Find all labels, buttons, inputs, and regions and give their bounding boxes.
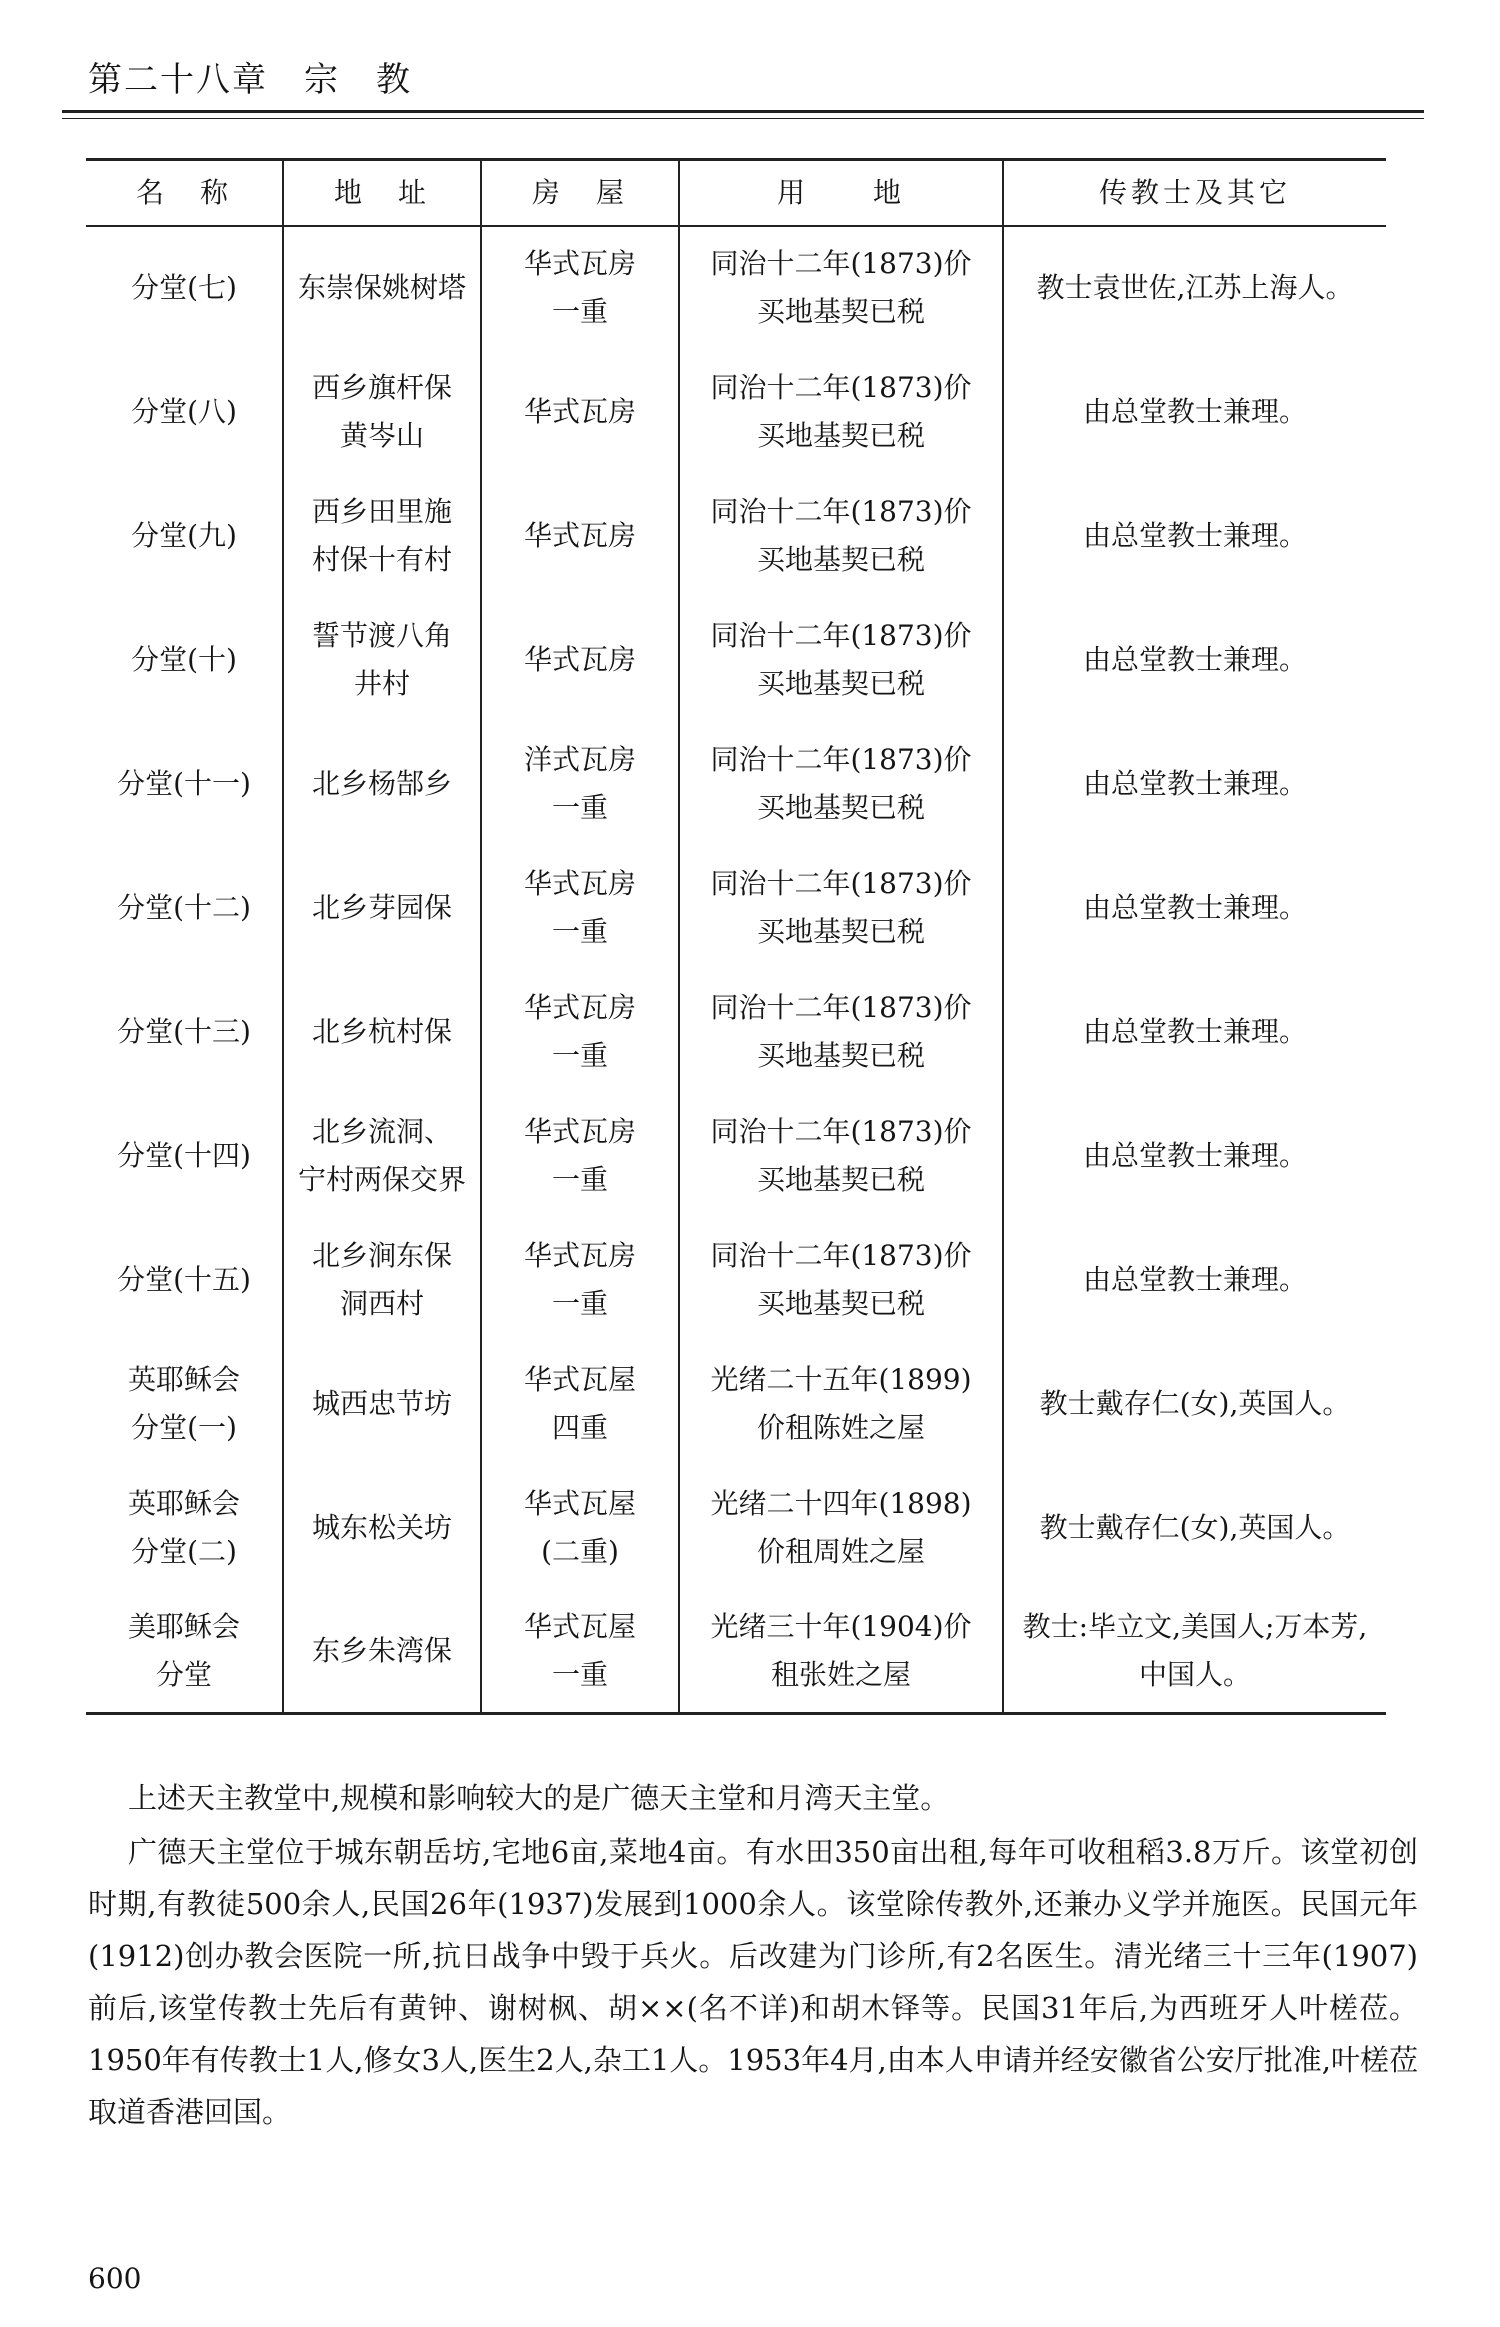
- cell-notes: 由总堂教士兼理。: [1003, 474, 1386, 598]
- cell-notes: 由总堂教士兼理。: [1003, 598, 1386, 722]
- cell-notes: 由总堂教士兼理。: [1003, 722, 1386, 846]
- cell-name: 英耶稣会 分堂(一): [127, 1362, 240, 1444]
- cell-notes: 教士袁世佐,江苏上海人。: [1003, 226, 1386, 350]
- cell-address: 誓节渡八角 井村: [283, 598, 481, 722]
- cell-address: 城东松关坊: [283, 1466, 481, 1590]
- table-row: [86, 722, 1386, 846]
- cell-land: 同治十二年(1873)价 买地基契已税: [679, 350, 1003, 474]
- cell-land: 同治十二年(1873)价 买地基契已税: [679, 970, 1003, 1094]
- cell-house: 华式瓦屋 四重: [481, 1342, 679, 1466]
- cell-name: 分堂(十二): [117, 890, 251, 924]
- cell-notes: 由总堂教士兼理。: [1003, 1094, 1386, 1218]
- cell-name: 美耶稣会 分堂: [86, 1590, 283, 1714]
- cell-land: 同治十二年(1873)价 买地基契已税: [679, 598, 1003, 722]
- cell-land: 同治十二年(1873)价 买地基契已税: [679, 1218, 1003, 1342]
- cell-notes: 由总堂教士兼理。: [1003, 970, 1386, 1094]
- cell-notes: 由总堂教士兼理。: [1003, 1218, 1386, 1342]
- page-number: 600: [88, 2262, 142, 2295]
- cell-notes: 教士戴存仁(女),英国人。: [1003, 1342, 1386, 1466]
- cell-name: 分堂(七): [131, 271, 237, 304]
- paragraph-summary: 上述天主教堂中,规模和影响较大的是广德天主堂和月湾天主堂。: [128, 1781, 950, 1815]
- cell-house: 华式瓦房: [481, 598, 679, 722]
- cell-land: 光绪三十年(1904)价 租张姓之屋: [679, 1590, 1003, 1714]
- cell-address: 北乡杨郜乡: [283, 722, 481, 846]
- header-land: 用 地: [679, 160, 1003, 226]
- table-row: [86, 226, 1386, 350]
- table-row: [86, 970, 1386, 1094]
- table-body: [86, 226, 1386, 1714]
- cell-address: 西乡旗杆保 黄岑山: [283, 350, 481, 474]
- cell-house: 华式瓦房 一重: [481, 846, 679, 970]
- cell-land: 同治十二年(1873)价 买地基契已税: [679, 226, 1003, 350]
- table-row: [86, 1218, 1386, 1342]
- header-name: 名 称: [86, 160, 283, 226]
- table-row: [86, 1094, 1386, 1218]
- cell-address: 北乡芽园保: [283, 846, 481, 970]
- cell-land: 同治十二年(1873)价 买地基契已税: [679, 846, 1003, 970]
- cell-land: 光绪二十五年(1899) 价租陈姓之屋: [679, 1342, 1003, 1466]
- table-row: [86, 1466, 1386, 1590]
- cell-name: 分堂(八): [131, 394, 237, 428]
- cell-house: 华式瓦房 一重: [481, 970, 679, 1094]
- cell-name: 分堂(九): [131, 518, 237, 552]
- cell-house: 华式瓦房: [481, 350, 679, 474]
- cell-address: 城西忠节坊: [283, 1342, 481, 1466]
- cell-address: 北乡杭村保: [283, 970, 481, 1094]
- header-house: 房 屋: [481, 160, 679, 226]
- cell-name: 英耶稣会 分堂(二): [127, 1486, 240, 1568]
- cell-name: 分堂(十四): [117, 1138, 251, 1172]
- cell-address: 北乡流洞、 宁村两保交界: [283, 1094, 481, 1218]
- cell-house: 华式瓦房 一重: [481, 1218, 679, 1342]
- cell-notes: 教士戴存仁(女),英国人。: [1003, 1466, 1386, 1590]
- cell-house: 华式瓦屋 (二重): [481, 1466, 679, 1590]
- cell-house: 华式瓦屋 一重: [481, 1590, 679, 1714]
- header-address: 地 址: [283, 160, 481, 226]
- cell-house: 华式瓦房 一重: [481, 1094, 679, 1218]
- cell-land: 同治十二年(1873)价 买地基契已税: [679, 722, 1003, 846]
- cell-address: 东崇保姚树塔: [283, 226, 481, 350]
- cell-address: 东乡朱湾保: [283, 1590, 481, 1714]
- cell-name: 分堂(十): [131, 642, 237, 676]
- cell-house: 洋式瓦房 一重: [481, 722, 679, 846]
- chapter-title: 第二十八章 宗 教: [88, 60, 412, 100]
- table-row: [86, 1342, 1386, 1466]
- header-rule-thin: [62, 118, 1424, 119]
- cell-land: 同治十二年(1873)价 买地基契已税: [679, 474, 1003, 598]
- table-row: [86, 846, 1386, 970]
- table-row: [86, 1590, 1386, 1714]
- cell-notes: 由总堂教士兼理。: [1003, 846, 1386, 970]
- cell-land: 光绪二十四年(1898) 价租周姓之屋: [679, 1466, 1003, 1590]
- cell-name: 分堂(十五): [117, 1262, 251, 1296]
- table-header-row: [86, 160, 1386, 226]
- cell-name: 分堂(十三): [117, 1014, 251, 1048]
- cell-land: 同治十二年(1873)价 买地基契已税: [679, 1094, 1003, 1218]
- cell-notes: 由总堂教士兼理。: [1003, 350, 1386, 474]
- cell-notes: 教士:毕立文,美国人;万本芳, 中国人。: [1003, 1590, 1386, 1714]
- cell-address: 西乡田里施 村保十有村: [283, 474, 481, 598]
- cell-house: 华式瓦房: [481, 474, 679, 598]
- cell-house: 华式瓦房 一重: [481, 226, 679, 350]
- table-row: [86, 598, 1386, 722]
- cell-address: 北乡涧东保 洞西村: [283, 1218, 481, 1342]
- table-row: [86, 474, 1386, 598]
- header-notes: 传教士及其它: [1003, 160, 1386, 226]
- table-row: [86, 350, 1386, 474]
- cell-name: 分堂(十一): [117, 766, 251, 800]
- paragraph-guangde-church: 广德天主堂位于城东朝岳坊,宅地6亩,菜地4亩。有水田350亩出租,每年可收租稻3.8万斤。该堂初创时期,有教徒500余人,民国26年(1937)发展到1000余人。该堂除传教外,还兼办义学并施医。民国元年(1912)创办教会医院一所,抗日战争中毁于兵火。后改建为门诊所,有2名医生。清光绪三十三年(1907)前后,该堂传教士先后有黄钟、谢树枫、胡××(名不详)和胡木铎等。民国31年后,为西班牙人叶槎莅。1950年有传教士1人,修女3人,医生2人,杂工1人。1953年4月,由本人申请并经安徽省公安厅批准,叶槎莅取道香港回国。: [88, 1835, 1418, 2129]
- header-rule: [62, 110, 1424, 113]
- church-branch-table: [86, 158, 1386, 1715]
